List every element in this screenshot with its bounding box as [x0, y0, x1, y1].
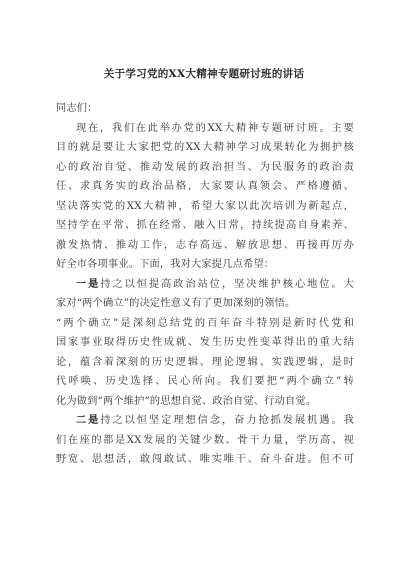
text-line: [56, 197, 354, 217]
text-line: [56, 294, 354, 314]
text-line: [56, 236, 354, 256]
text-line: [56, 392, 354, 412]
text-line: [56, 177, 354, 197]
line-text: 好全市各项事业。下面，我对大家提几点希望：: [56, 259, 275, 270]
line-text: 现在，我们在此举办党的XX大精神专题研讨班。主要: [76, 122, 354, 134]
line-text: 持之以恒提高政治站位，坚决维护核心地位。大: [100, 278, 354, 290]
text-line: [56, 138, 354, 158]
text-line: [56, 119, 354, 139]
text-line: [56, 275, 354, 295]
paragraph-lines: [56, 119, 354, 470]
line-text: 持之以恒坚定理想信念，奋力抢抓发展机遇。我: [100, 415, 354, 426]
line-text: 们在座的都是XX发展的关键少数、骨干力量，学历高、视: [56, 434, 354, 446]
line-text: 化为做到“两个维护”的思想自觉、政治自觉、行动自觉。: [56, 395, 317, 407]
line-text: 坚持学在平常、抓在经常、融入日常，持续提高自身素养、: [56, 220, 354, 231]
text-line: [56, 411, 354, 431]
point-lead: 一是: [76, 277, 101, 290]
line-text: “两个确立”是深刻总结党的百年奋斗特别是新时代党和: [56, 317, 354, 329]
line-text: 代呼唤、历史选择、民心所向。我们要把“两个确立”转: [56, 376, 354, 387]
line-text: 坚决落实党的XX大精神，希望大家以此次培训为新起点，: [56, 200, 354, 212]
text-line: [56, 333, 354, 353]
text-line: [56, 353, 354, 373]
line-text: 目的就是要让大家把党的XX大精神学习成果转化为拥护核: [56, 142, 354, 153]
text-line: [56, 450, 354, 470]
document-body: [56, 99, 354, 470]
text-line: [56, 158, 354, 178]
line-text: 心的政治自觉、推动发展的政治担当、为民服务的政治责: [56, 161, 354, 173]
line-text: 家对“两个确立”的决定性意义有了更加深刻的领悟。: [56, 298, 296, 309]
text-line: [56, 216, 354, 236]
text-line: [56, 431, 354, 451]
line-text: 任、求真务实的政治品格，大家要认真领会、严格遵循、: [56, 181, 354, 192]
text-line: [56, 372, 354, 392]
text-line: [56, 314, 354, 334]
line-text: 激发热情、推动工作，志存高远、解放思想、再接再厉办: [56, 239, 354, 251]
line-text: 论，蕴含着深刻的历史逻辑、理论逻辑、实践逻辑，是时: [56, 356, 354, 368]
text-line: [56, 255, 354, 275]
document-title: 关于学习党的XX大精神专题研讨班的讲话: [103, 68, 305, 80]
point-lead: 二是: [76, 414, 101, 426]
salutation: 同志们：: [56, 103, 98, 114]
line-text: 国家事业取得历史性成就、发生历史性变革得出的重大结: [56, 337, 354, 348]
line-text: 野宽、思想活，敢闯敢试、唯实唯干、奋斗奋进。但不可: [56, 454, 354, 465]
